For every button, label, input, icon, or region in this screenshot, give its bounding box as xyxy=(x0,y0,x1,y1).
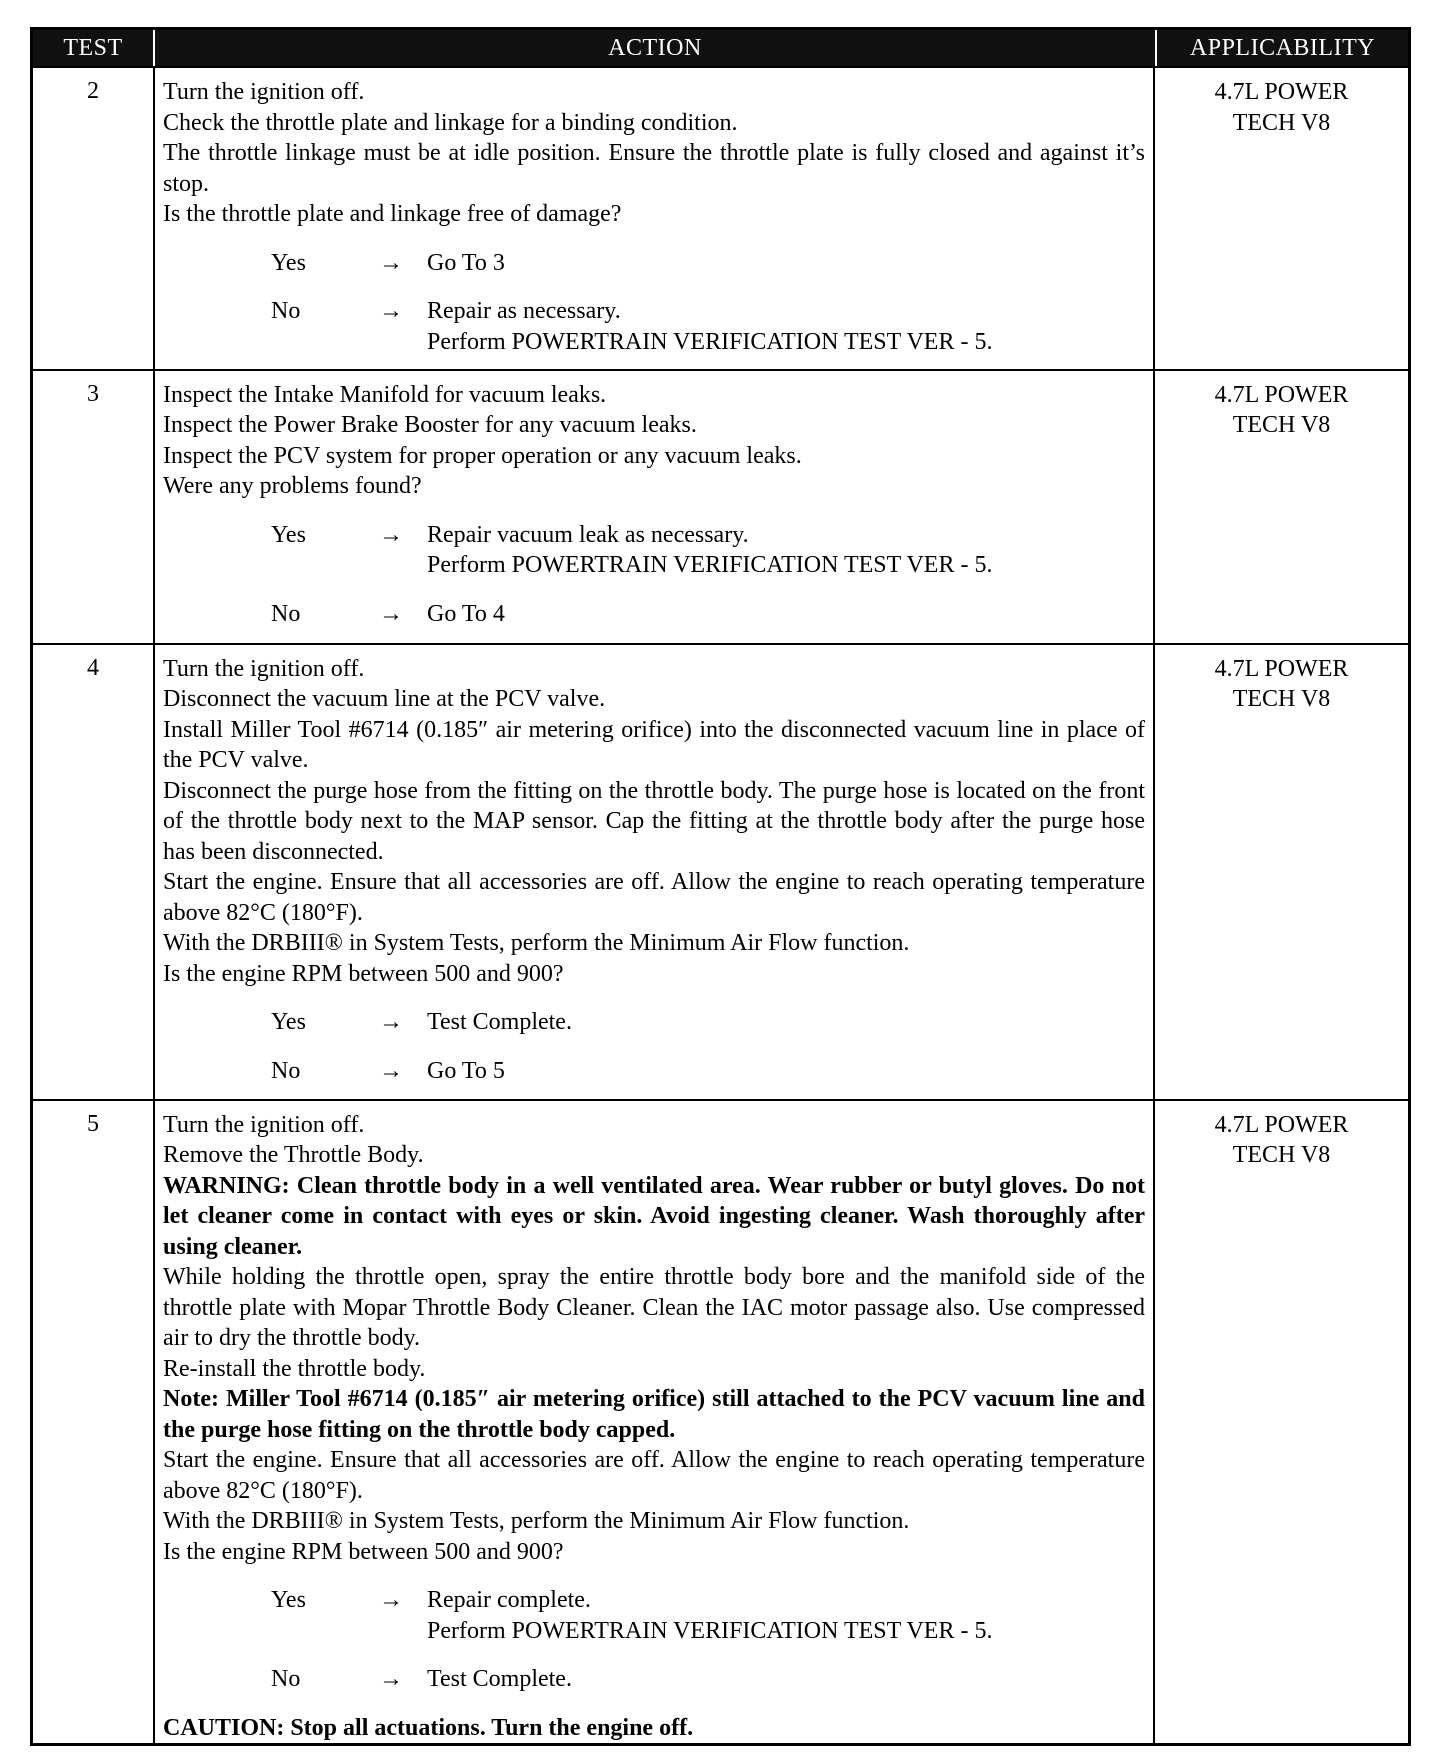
action-line: Start the engine. Ensure that all accessories are off. Allow the engine to reach operating temperature above 82°C (180°F). xyxy=(163,869,1145,926)
no-text: Test Complete. xyxy=(427,1666,572,1692)
action-line: Disconnect the purge hose from the fitting on the throttle body. The purge hose is located on the front of the throttle body next to the MAP sensor. Cap the fitting at the throttle body after the purge hose has been disconnected. xyxy=(163,777,1145,865)
test-row-5 xyxy=(33,1099,1408,1744)
no-label: No xyxy=(271,600,301,627)
header-action: ACTION xyxy=(155,30,1157,66)
applicability-line: 4.7L POWER xyxy=(1214,1111,1349,1138)
applicability-line: TECH V8 xyxy=(1232,412,1331,439)
arrow-icon: → xyxy=(379,298,403,324)
yes-text-line: Repair complete. xyxy=(427,1587,591,1613)
action-line: Inspect the PCV system for proper operation or any vacuum leaks. xyxy=(163,442,802,469)
test-number: 5 xyxy=(33,1101,155,1744)
arrow-icon: → xyxy=(379,1666,403,1692)
action-line: While holding the throttle open, spray the entire throttle body bore and the manifold side of the throttle plate with Mopar Throttle Body Cleaner. Clean the IAC motor passage also. Use compressed air to dry the throttle body. xyxy=(163,1264,1145,1351)
test-number: 4 xyxy=(33,645,155,1099)
arrow-icon: → xyxy=(379,1587,403,1613)
action-line: With the DRBIII® in System Tests, perform the Minimum Air Flow function. xyxy=(163,1508,910,1534)
action-line: Turn the ignition off. xyxy=(163,1111,365,1138)
test-number: 2 xyxy=(33,68,155,369)
action-line: Check the throttle plate and linkage for a binding condition. xyxy=(163,109,738,136)
test-row-2 xyxy=(33,66,1408,369)
action-line: Inspect the Power Brake Booster for any vacuum leaks. xyxy=(163,412,697,439)
yes-branch xyxy=(163,1007,1145,1038)
applicability-line: TECH V8 xyxy=(1232,109,1331,136)
action-cell xyxy=(155,68,1155,369)
arrow-icon: → xyxy=(379,600,403,627)
action-cell xyxy=(155,1101,1155,1744)
no-text-line: Perform POWERTRAIN VERIFICATION TEST VER - 5. xyxy=(427,328,993,355)
applicability-cell xyxy=(1155,371,1408,643)
yes-branch xyxy=(163,1585,1145,1646)
yes-text-line: Perform POWERTRAIN VERIFICATION TEST VER - 5. xyxy=(427,552,993,579)
action-question: Were any problems found? xyxy=(163,473,422,500)
action-line: Start the engine. Ensure that all accessories are off. Allow the engine to reach operating temperature above 82°C (180°F). xyxy=(163,1447,1145,1504)
yes-label: Yes xyxy=(271,1587,306,1613)
action-line: Turn the ignition off. xyxy=(163,79,365,105)
action-question: Is the throttle plate and linkage free of damage? xyxy=(163,201,622,227)
yes-text xyxy=(427,1585,1145,1646)
no-branch xyxy=(163,1056,1145,1087)
yes-label: Yes xyxy=(271,249,306,276)
action-cell xyxy=(155,645,1155,1099)
no-text xyxy=(427,296,1145,357)
no-text: Go To 5 xyxy=(427,1057,505,1084)
applicability-line: 4.7L POWER xyxy=(1214,381,1349,408)
action-line: Turn the ignition off. xyxy=(163,655,365,682)
yes-text: Test Complete. xyxy=(427,1009,572,1036)
no-branch xyxy=(163,1664,1145,1695)
action-cell xyxy=(155,371,1155,643)
arrow-icon: → xyxy=(379,1009,403,1036)
applicability-line: TECH V8 xyxy=(1232,686,1331,713)
action-line: Disconnect the vacuum line at the PCV valve. xyxy=(163,686,606,713)
caution-text: CAUTION: Stop all actuations. Turn the engine off. xyxy=(163,1714,694,1741)
yes-text xyxy=(427,520,1145,581)
no-branch xyxy=(163,599,1145,630)
note-text: Note: Miller Tool #6714 (0.185″ air metering orifice) still attached to the PCV vacuum line and the purge hose fitting on the throttle body capped. xyxy=(163,1386,1145,1443)
test-row-3 xyxy=(33,369,1408,643)
action-line: Install Miller Tool #6714 (0.185″ air metering orifice) into the disconnected vacuum line in place of the PCV valve. xyxy=(163,716,1145,774)
no-text-line: Repair as necessary. xyxy=(427,298,621,324)
warning-text: WARNING: Clean throttle body in a well ventilated area. Wear rubber or butyl gloves. Do not let cleaner come in contact with eyes or skin. Avoid ingesting cleaner. Wash thoroughly after using cleaner. xyxy=(163,1172,1145,1260)
yes-label: Yes xyxy=(271,1009,306,1036)
applicability-line: 4.7L POWER xyxy=(1214,655,1349,682)
no-text: Go To 4 xyxy=(427,600,505,627)
yes-branch xyxy=(163,520,1145,581)
action-question: Is the engine RPM between 500 and 900? xyxy=(163,1538,564,1565)
arrow-icon: → xyxy=(379,249,403,276)
arrow-icon: → xyxy=(379,521,403,548)
test-row-4 xyxy=(33,643,1408,1099)
yes-text-line: Repair vacuum leak as necessary. xyxy=(427,521,749,548)
yes-text: Go To 3 xyxy=(427,249,505,276)
no-label: No xyxy=(271,1666,301,1692)
action-line: Inspect the Intake Manifold for vacuum leaks. xyxy=(163,381,607,408)
test-number: 3 xyxy=(33,371,155,643)
arrow-icon: → xyxy=(379,1057,403,1084)
applicability-cell xyxy=(1155,68,1408,369)
action-line: Re-install the throttle body. xyxy=(163,1355,426,1382)
yes-label: Yes xyxy=(271,521,306,548)
applicability-cell xyxy=(1155,1101,1408,1744)
action-line: Remove the Throttle Body. xyxy=(163,1142,424,1168)
header-test: TEST xyxy=(33,30,155,66)
action-question: Is the engine RPM between 500 and 900? xyxy=(163,960,564,987)
yes-text-line: Perform POWERTRAIN VERIFICATION TEST VER - 5. xyxy=(427,1617,993,1644)
no-label: No xyxy=(271,1057,301,1084)
applicability-line: 4.7L POWER xyxy=(1214,79,1349,105)
table-header xyxy=(33,30,1408,66)
diagnostic-table xyxy=(30,27,1411,1746)
no-label: No xyxy=(271,298,301,324)
action-line: With the DRBIII® in System Tests, perform the Minimum Air Flow function. xyxy=(163,930,910,957)
yes-branch xyxy=(163,248,1145,279)
header-applicability: APPLICABILITY xyxy=(1189,34,1376,61)
applicability-line: TECH V8 xyxy=(1232,1142,1331,1168)
no-branch xyxy=(163,296,1145,357)
action-line: The throttle linkage must be at idle position. Ensure the throttle plate is fully closed and against it’s stop. xyxy=(163,140,1145,197)
applicability-cell xyxy=(1155,645,1408,1099)
